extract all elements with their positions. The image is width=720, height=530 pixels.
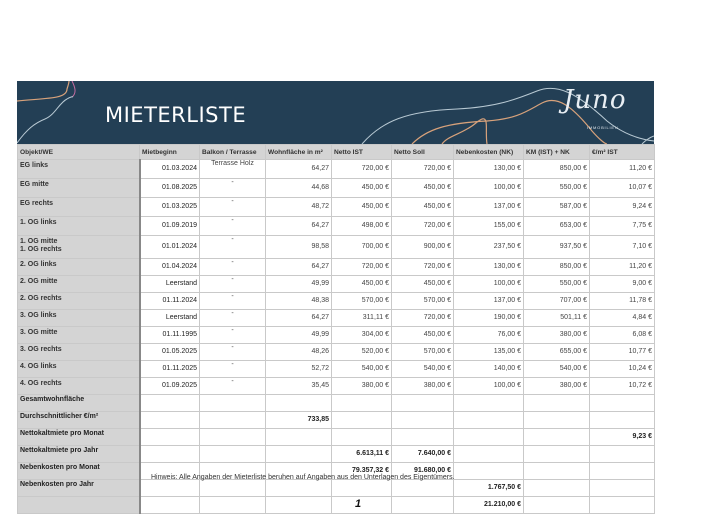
net-rent-actual: 304,00 € <box>332 327 392 344</box>
footer-note: Hinweis: Alle Angaben der Mieterliste beruhen auf Angaben aus den Unterlagen des Eigentümers. <box>151 474 455 481</box>
unit-name <box>18 179 140 198</box>
table-row <box>18 344 655 361</box>
unit-label: 3. OG rechts <box>20 346 62 353</box>
net-rent-target: 540,00 € <box>392 361 454 378</box>
rent-plus-charges: 850,00 € <box>524 259 590 276</box>
summary-label: Nettokaltmiete pro Monat <box>18 429 140 446</box>
year-rent-soll: 91.680,00 € <box>392 463 454 480</box>
living-area: 64,27 <box>266 259 332 276</box>
rent-start: 01.05.2025 <box>140 344 200 361</box>
unit-label: EG mitte <box>20 181 49 188</box>
table-row <box>18 310 655 327</box>
living-area: 64,27 <box>266 217 332 236</box>
summary-label: Durchschnittlicher €/m² <box>18 412 140 429</box>
year-rent-ist: 79.357,32 € <box>332 463 392 480</box>
net-rent-target: 570,00 € <box>392 344 454 361</box>
rent-plus-charges: 937,50 € <box>524 236 590 259</box>
col-header: Objekt/WE <box>18 145 140 160</box>
rent-start: 01.11.2024 <box>140 293 200 310</box>
eur-per-m2: 9,00 € <box>590 276 655 293</box>
eur-per-m2: 11,78 € <box>590 293 655 310</box>
avg-eur-m2-value: 9,23 € <box>590 429 655 446</box>
living-area: 44,68 <box>266 179 332 198</box>
net-rent-target: 720,00 € <box>392 259 454 276</box>
summary-row-nk-month <box>18 480 655 497</box>
service-charges: 155,00 € <box>454 217 524 236</box>
rent-start: 01.09.2025 <box>140 378 200 395</box>
table-row <box>18 179 655 198</box>
unit-label: 3. OG mitte <box>20 329 58 336</box>
table-row <box>18 236 655 259</box>
eur-per-m2: 10,72 € <box>590 378 655 395</box>
balcony-terrace: - <box>200 293 266 310</box>
net-rent-target: 720,00 € <box>392 160 454 179</box>
service-charges: 130,00 € <box>454 259 524 276</box>
service-charges: 100,00 € <box>454 179 524 198</box>
summary-row-total-area <box>18 395 655 412</box>
col-header: KM (IST) + NK <box>524 145 590 160</box>
header-banner <box>17 81 654 144</box>
eur-per-m2: 11,20 € <box>590 259 655 276</box>
month-rent-ist: 6.613,11 € <box>332 446 392 463</box>
balcony-terrace: - <box>200 378 266 395</box>
balcony-terrace: - <box>200 361 266 378</box>
unit-name <box>18 293 140 310</box>
living-area: 98,58 <box>266 236 332 259</box>
unit-name <box>18 160 140 179</box>
table-row <box>18 327 655 344</box>
balcony-terrace: - <box>200 198 266 217</box>
page-title: MIETERLISTE <box>105 103 247 127</box>
service-charges: 137,00 € <box>454 293 524 310</box>
net-rent-target: 720,00 € <box>392 217 454 236</box>
summary-row-area-value <box>18 412 655 429</box>
rent-plus-charges: 550,00 € <box>524 276 590 293</box>
rent-start: 01.04.2024 <box>140 259 200 276</box>
rent-plus-charges: 707,00 € <box>524 293 590 310</box>
nk-month-value: 1.767,50 € <box>454 480 524 497</box>
net-rent-actual: 380,00 € <box>332 378 392 395</box>
net-rent-actual: 450,00 € <box>332 179 392 198</box>
unit-label-secondary: 1. OG rechts <box>20 246 62 253</box>
eur-per-m2: 6,08 € <box>590 327 655 344</box>
eur-per-m2: 11,20 € <box>590 160 655 179</box>
rent-start: 01.11.1995 <box>140 327 200 344</box>
service-charges: 100,00 € <box>454 276 524 293</box>
unit-label: 1. OG mitte <box>20 238 58 245</box>
unit-name <box>18 259 140 276</box>
service-charges: 100,00 € <box>454 378 524 395</box>
balcony-terrace: - <box>200 217 266 236</box>
living-area: 35,45 <box>266 378 332 395</box>
net-rent-actual: 450,00 € <box>332 198 392 217</box>
table-row <box>18 198 655 217</box>
net-rent-actual: 540,00 € <box>332 361 392 378</box>
living-area: 49,99 <box>266 327 332 344</box>
rent-start: 01.01.2024 <box>140 236 200 259</box>
net-rent-actual: 450,00 € <box>332 276 392 293</box>
unit-name <box>18 198 140 217</box>
net-rent-actual: 570,00 € <box>332 293 392 310</box>
rent-plus-charges: 380,00 € <box>524 378 590 395</box>
net-rent-target: 450,00 € <box>392 327 454 344</box>
service-charges: 190,00 € <box>454 310 524 327</box>
rent-start: 01.03.2025 <box>140 198 200 217</box>
service-charges: 130,00 € <box>454 160 524 179</box>
living-area: 64,27 <box>266 160 332 179</box>
rent-start: Leerstand <box>140 276 200 293</box>
unit-label: 4. OG rechts <box>20 380 62 387</box>
net-rent-target: 900,00 € <box>392 236 454 259</box>
unit-label: 1. OG links <box>20 219 57 226</box>
rent-plus-charges: 380,00 € <box>524 327 590 344</box>
col-header: Netto Soll <box>392 145 454 160</box>
unit-label: 2. OG mitte <box>20 278 58 285</box>
col-header: Nebenkosten (NK) <box>454 145 524 160</box>
balcony-terrace: - <box>200 344 266 361</box>
table-header-row <box>18 145 655 160</box>
net-rent-actual: 311,11 € <box>332 310 392 327</box>
unit-name <box>18 236 140 259</box>
living-area: 48,38 <box>266 293 332 310</box>
rent-start: Leerstand <box>140 310 200 327</box>
unit-name <box>18 310 140 327</box>
col-header: Wohnfläche in m² <box>266 145 332 160</box>
col-header: Netto IST <box>332 145 392 160</box>
balcony-terrace: - <box>200 179 266 198</box>
unit-label: 2. OG rechts <box>20 295 62 302</box>
tenant-list-table <box>17 144 655 514</box>
table-row <box>18 276 655 293</box>
rent-plus-charges: 587,00 € <box>524 198 590 217</box>
rent-plus-charges: 850,00 € <box>524 160 590 179</box>
summary-label: Nebenkosten pro Jahr <box>18 480 140 497</box>
unit-name <box>18 327 140 344</box>
eur-per-m2: 7,75 € <box>590 217 655 236</box>
rent-start: 01.03.2024 <box>140 160 200 179</box>
unit-label: EG links <box>20 162 49 169</box>
service-charges: 137,00 € <box>454 198 524 217</box>
rent-plus-charges: 540,00 € <box>524 361 590 378</box>
col-header: €/m² IST <box>590 145 655 160</box>
table-row <box>18 160 655 179</box>
summary-label: Nebenkosten pro Monat <box>18 463 140 480</box>
month-rent-soll: 7.640,00 € <box>392 446 454 463</box>
balcony-terrace: Terrasse Holz <box>200 160 266 179</box>
balcony-terrace: - <box>200 236 266 259</box>
table-row <box>18 378 655 395</box>
net-rent-target: 570,00 € <box>392 293 454 310</box>
balcony-terrace: - <box>200 327 266 344</box>
net-rent-target: 380,00 € <box>392 378 454 395</box>
logo-subtitle: IMMOBILIEN <box>587 125 619 130</box>
unit-name <box>18 344 140 361</box>
service-charges: 135,00 € <box>454 344 524 361</box>
table-row <box>18 259 655 276</box>
eur-per-m2: 10,07 € <box>590 179 655 198</box>
unit-label: 3. OG links <box>20 312 57 319</box>
balcony-terrace: - <box>200 310 266 327</box>
unit-label: EG rechts <box>20 200 54 207</box>
balcony-terrace: - <box>200 276 266 293</box>
col-header: Mietbeginn <box>140 145 200 160</box>
rent-start: 01.11.2025 <box>140 361 200 378</box>
total-area-value: 733,85 <box>266 412 332 429</box>
rent-start: 01.08.2025 <box>140 179 200 198</box>
juno-logo <box>563 85 647 141</box>
eur-per-m2: 7,10 € <box>590 236 655 259</box>
rent-start: 01.09.2019 <box>140 217 200 236</box>
eur-per-m2: 9,24 € <box>590 198 655 217</box>
unit-name <box>18 217 140 236</box>
summary-label: Gesamtwohnfläche <box>18 395 140 412</box>
net-rent-actual: 498,00 € <box>332 217 392 236</box>
page-number: 1 <box>355 498 362 510</box>
unit-name <box>18 378 140 395</box>
balcony-terrace: - <box>200 259 266 276</box>
col-header: Balkon / Terrasse <box>200 145 266 160</box>
summary-label: Nettokaltmiete pro Jahr <box>18 446 140 463</box>
net-rent-target: 450,00 € <box>392 276 454 293</box>
rent-plus-charges: 653,00 € <box>524 217 590 236</box>
unit-name <box>18 276 140 293</box>
living-area: 48,72 <box>266 198 332 217</box>
logo-script: Juno <box>563 85 627 115</box>
unit-label: 2. OG links <box>20 261 57 268</box>
unit-label: 4. OG links <box>20 363 57 370</box>
living-area: 49,99 <box>266 276 332 293</box>
summary-row-month-rent <box>18 446 655 463</box>
eur-per-m2: 10,24 € <box>590 361 655 378</box>
living-area: 52,72 <box>266 361 332 378</box>
net-rent-actual: 720,00 € <box>332 160 392 179</box>
net-rent-target: 720,00 € <box>392 310 454 327</box>
service-charges: 140,00 € <box>454 361 524 378</box>
table-row <box>18 293 655 310</box>
net-rent-actual: 720,00 € <box>332 259 392 276</box>
rent-plus-charges: 550,00 € <box>524 179 590 198</box>
rent-plus-charges: 501,11 € <box>524 310 590 327</box>
summary-row-avg <box>18 429 655 446</box>
net-rent-target: 450,00 € <box>392 179 454 198</box>
nk-year-value: 21.210,00 € <box>454 497 524 514</box>
service-charges: 237,50 € <box>454 236 524 259</box>
unit-name <box>18 361 140 378</box>
summary-row-nk-year <box>18 497 655 514</box>
eur-per-m2: 10,77 € <box>590 344 655 361</box>
rent-plus-charges: 655,00 € <box>524 344 590 361</box>
living-area: 48,26 <box>266 344 332 361</box>
living-area: 64,27 <box>266 310 332 327</box>
net-rent-actual: 700,00 € <box>332 236 392 259</box>
service-charges: 76,00 € <box>454 327 524 344</box>
table-row <box>18 217 655 236</box>
net-rent-actual: 520,00 € <box>332 344 392 361</box>
net-rent-target: 450,00 € <box>392 198 454 217</box>
table-row <box>18 361 655 378</box>
eur-per-m2: 4,84 € <box>590 310 655 327</box>
